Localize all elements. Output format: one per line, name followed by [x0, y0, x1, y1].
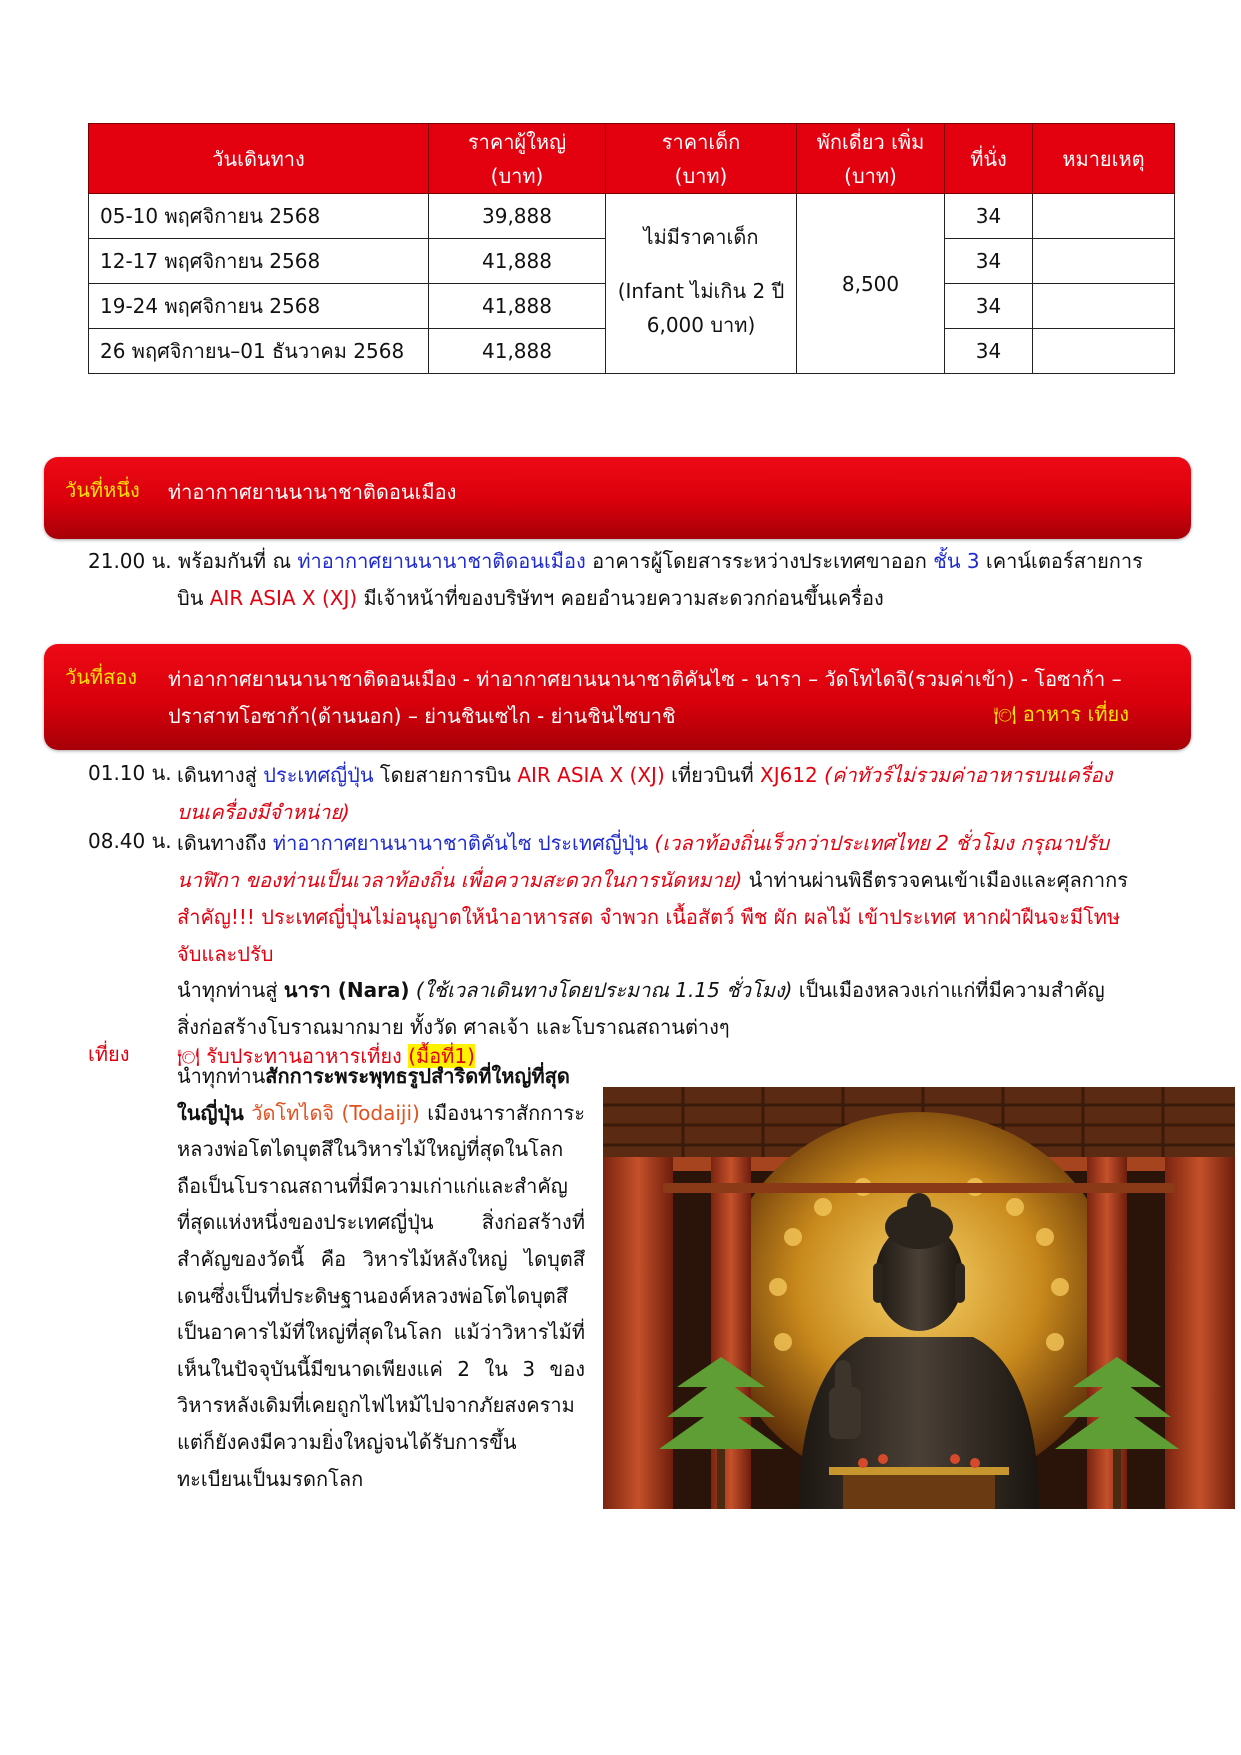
day1-header: [44, 457, 1191, 539]
adult-price: 41,888: [429, 284, 606, 329]
day1-line1: 21.00 น. พร้อมกันที่ ณ ท่าอากาศยานนานาชาติดอนเมือง อาคารผู้โดยสารระหว่างประเทศขาออก ชั้น 3 เคาน์เตอร์สายการ: [88, 549, 1143, 573]
header-date: วันเดินทาง: [89, 124, 429, 194]
adult-price: 41,888: [429, 329, 606, 374]
todaiji-paragraph: นำทุกท่านสักการะพระพุทธรูปสำริดที่ใหญ่ที่สุดในญี่ปุ่น วัดโทไดจิ (Todaiji) เมืองนาราสักการะหลวงพ่อโตไดบุตสึในวิหารไม้ใหญ่ที่สุดในโลก ถือเป็นโบราณสถานที่มีความเก่าแก่และสำคัญที่สุดแห่งหนึ่งของประเทศญี่ปุ่น สิ่งก่อสร้างที่สำคัญของวัดนี้ คือ วิหารไม้หลังใหญ่ ไดบุตสึเดนซึ่งเป็นที่ประดิษฐานองค์หลวงพ่อโตไดบุตสึ เป็นอาคารไม้ที่ใหญ่ที่สุดในโลก แม้ว่าวิหารไม้ที่เห็นในปัจจุบันนี้มีขนาดเพียงแค่ 2 ใน 3 ของวิหารหลังเดิมที่เคยถูกไฟไหม้ไปจากภัยสงคราม แต่ก็ยังคงมีความยิ่งใหญ่จนได้รับการขึ้นทะเบียนเป็นมรดกโลก: [177, 1064, 586, 1491]
seats: 34: [945, 329, 1033, 374]
event-arrival: เดินทางถึง ท่าอากาศยานนานาชาติคันไซ ประเทศญี่ปุ่น (เวลาท้องถิ่นเร็วกว่าประเทศไทย 2 ชั่วโมง กรุณาปรับ นาฬิกา ของท่านเป็นเวลาท้องถิ่น เพื่อความสะดวกในการนัดหมาย) นำท่านผ่านพิธีตรวจคนเข้าเมืองและศุลกากร สำคัญ!!! ประเทศญี่ปุ่นไม่อนุญาตให้นำอาหารสด จำพวก เนื้อสัตว์ พืช ผัก ผลไม้ เข้าประเทศ หากฝ่าฝืนจะมีโทษ จับและปรับ: [177, 831, 1128, 966]
header-adult-price: ราคาผู้ใหญ่ (บาท): [429, 124, 606, 194]
day1-line2: บิน AIR ASIA X (XJ) มีเจ้าหน้าที่ของบริษัทฯ คอยอำนวยความสะดวกก่อนขึ้นเครื่อง: [177, 586, 884, 610]
day2-meal: 🍽 อาหาร เที่ยง: [993, 702, 1129, 726]
event-time: 01.10 น.: [88, 761, 172, 785]
remark: [1033, 239, 1175, 284]
day2-header: [44, 644, 1191, 750]
table-header-row: [89, 124, 1175, 194]
lunch-label: เที่ยง: [88, 1042, 130, 1066]
travel-date: 19-24 พฤศจิกายน 2568: [89, 284, 429, 329]
day1-title: ท่าอากาศยานนานาชาติดอนเมือง: [168, 480, 457, 504]
lunch-line: 🍽 รับประทานอาหารเที่ยง (มื้อที่1): [177, 1044, 475, 1068]
day2-label: วันที่สอง: [65, 665, 138, 689]
single-supplement: 8,500: [797, 194, 945, 374]
travel-date: 26 พฤศจิกายน–01 ธันวาคม 2568: [89, 329, 429, 374]
meal-icon: 🍽: [993, 705, 1017, 726]
price-table: [88, 123, 1175, 374]
day2-title: ท่าอากาศยานนานาชาติดอนเมือง - ท่าอากาศยานนานาชาติคันไซ - นารา – วัดโทไดจิ(รวมค่าเข้า) - โอซาก้า – ปราสาทโอซาก้า(ด้านนอก) – ย่านชินเซไก - ย่านชินไซบาชิ: [168, 667, 1122, 728]
travel-date: 05-10 พฤศจิกายน 2568: [89, 194, 429, 239]
seats: 34: [945, 284, 1033, 329]
remark: [1033, 329, 1175, 374]
event-time: 08.40 น.: [88, 829, 172, 853]
nara-paragraph: นำทุกท่านสู่ นารา (Nara) (ใช้เวลาเดินทางโดยประมาณ 1.15 ชั่วโมง) เป็นเมืองหลวงเก่าแก่ที่มีความสำคัญ สิ่งก่อสร้างโบราณมากมาย ทั้งวัด ศาลเจ้า และโบราณสถานต่างๆ: [177, 978, 1105, 1039]
adult-price: 41,888: [429, 239, 606, 284]
header-remark: หมายเหตุ: [1033, 124, 1175, 194]
header-seats: ที่นั่ง: [945, 124, 1033, 194]
adult-price: 39,888: [429, 194, 606, 239]
event-flight: เดินทางสู่ ประเทศญี่ปุ่น โดยสายการบิน AIR ASIA X (XJ) เที่ยวบินที่ XJ612 (ค่าทัวร์ไม่รวมค่าอาหารบนเครื่อง บนเครื่องมีจำหน่าย): [177, 763, 1113, 824]
todaiji-daibutsu-image: [603, 1087, 1235, 1509]
remark: [1033, 194, 1175, 239]
table-row: [89, 194, 1175, 239]
seats: 34: [945, 239, 1033, 284]
travel-date: 12-17 พฤศจิกายน 2568: [89, 239, 429, 284]
header-child-price: ราคาเด็ก (บาท): [606, 124, 797, 194]
child-price: ไม่มีราคาเด็ก (Infant ไม่เกิน 2 ปี 6,000 บาท): [606, 194, 797, 374]
remark: [1033, 284, 1175, 329]
header-single-supplement: พักเดี่ยว เพิ่ม (บาท): [797, 124, 945, 194]
meal-icon: 🍽: [177, 1047, 200, 1068]
seats: 34: [945, 194, 1033, 239]
day1-label: วันที่หนึ่ง: [65, 478, 140, 502]
